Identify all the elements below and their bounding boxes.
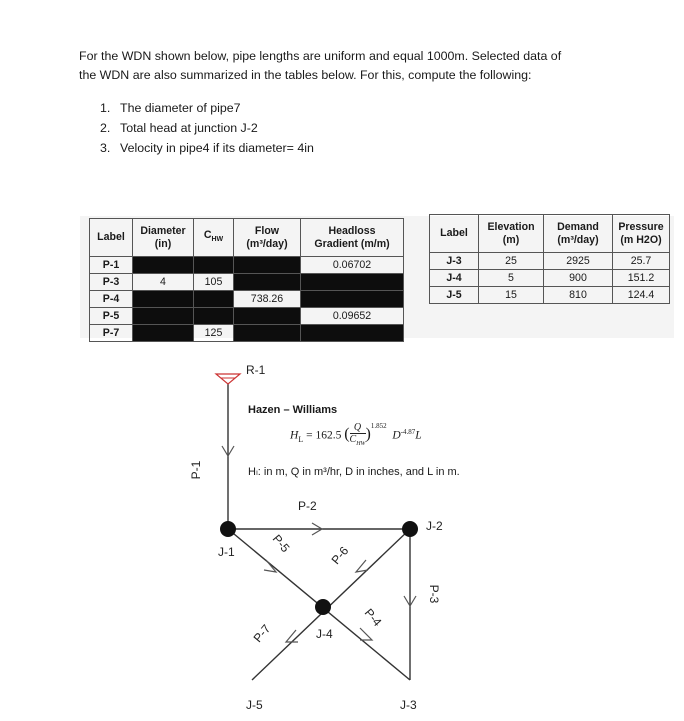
col-diameter: Diameter (in) [133, 219, 194, 257]
col-flow: Flow (m³/day) [234, 219, 301, 257]
formula-title: Hazen – Williams [248, 404, 338, 416]
intro-line-1: For the WDN shown below, pipe lengths are uniform and equal 1000m. Selected data of [79, 49, 562, 63]
junction-j4 [315, 599, 331, 615]
label-j1: J-1 [218, 545, 235, 559]
intro-line-2: the WDN are also summarized in the tables below. For this, compute the following: [79, 68, 532, 82]
table-row: J-4 5 900 151.2 [430, 270, 670, 287]
hazen-williams-formula: $H_L = 162.5$ ( Q $C_{HW}$ )$^{1.852}$ $D^{-4.87}L$ [290, 421, 422, 447]
junction-j1 [220, 521, 236, 537]
table-row: P-3 4 105 [90, 274, 404, 291]
col-label: Label [430, 215, 479, 253]
arrow-p6-icon [356, 560, 368, 572]
table-row: P-7 125 [90, 325, 404, 342]
task-item: 3. Velocity in pipe4 if its diameter= 4in [100, 141, 314, 155]
label-j2: J-2 [426, 519, 443, 533]
table-row: J-3 25 2925 25.7 [430, 253, 670, 270]
arrow-p5-icon [264, 560, 276, 572]
label-j3: J-3 [400, 698, 417, 712]
arrow-p4-icon [360, 628, 372, 640]
table-row: P-4 738.26 [90, 291, 404, 308]
reservoir-label: R-1 [246, 363, 266, 377]
label-p2: P-2 [298, 499, 317, 513]
label-p1: P-1 [189, 460, 203, 480]
formula-units-note: Hₗ: in m, Q in m³/hr, D in inches, and L in m. [248, 466, 460, 478]
task-item: 2. Total head at junction J-2 [100, 121, 258, 135]
label-p6: P-6 [328, 543, 352, 568]
table-row: P-1 0.06702 [90, 257, 404, 274]
col-label: Label [90, 219, 133, 257]
label-j5: J-5 [246, 698, 263, 712]
col-chw: $C_{HW}$ [194, 219, 234, 257]
label-p7: P-7 [250, 621, 274, 646]
col-pressure: Pressure (m H2O) [613, 215, 670, 253]
label-p3: P-3 [427, 584, 441, 604]
col-elevation: Elevation (m) [479, 215, 544, 253]
reservoir-icon [216, 374, 240, 384]
label-p4: P-4 [361, 605, 385, 630]
table-row: J-5 15 810 124.4 [430, 287, 670, 304]
junction-j2 [402, 521, 418, 537]
pipe-p6-p7 [252, 529, 410, 680]
label-p5: P-5 [269, 531, 293, 556]
task-item: 1. The diameter of pipe7 [100, 101, 241, 115]
col-demand: Demand (m³/day) [544, 215, 613, 253]
table-row: P-5 0.09652 [90, 308, 404, 325]
label-j4: J-4 [316, 627, 333, 641]
arrow-p7-icon [286, 630, 298, 642]
col-headloss: Headloss Gradient (m/m) [301, 219, 404, 257]
